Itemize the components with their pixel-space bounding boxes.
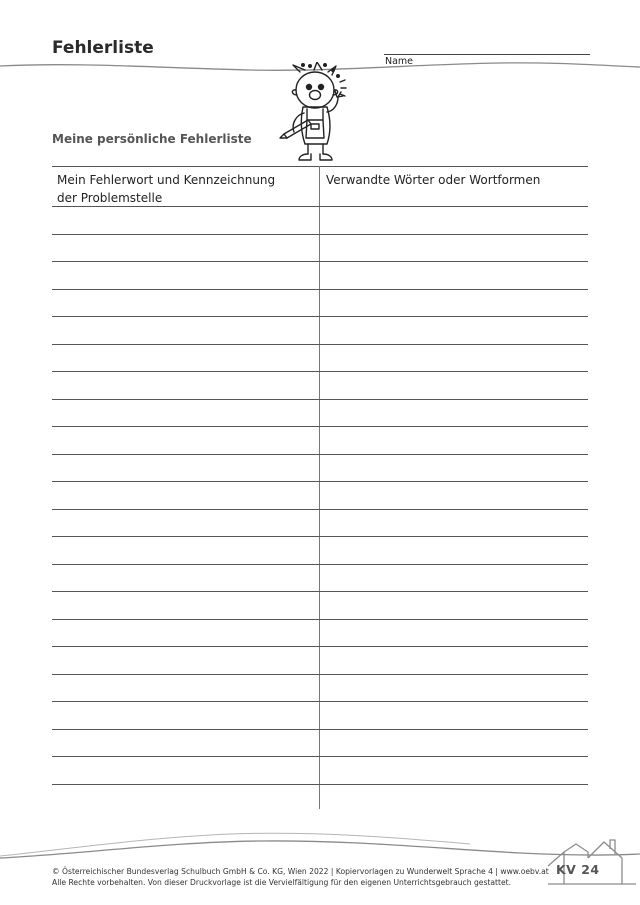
copyright-footer — [52, 867, 549, 888]
table-row[interactable] — [52, 426, 588, 427]
section-subtitle: Meine persönliche Fehlerliste — [52, 132, 252, 146]
table-row[interactable] — [52, 289, 588, 290]
table-row[interactable] — [52, 756, 588, 757]
name-label: Name — [385, 56, 414, 67]
table-row[interactable] — [52, 646, 588, 647]
footer-line: Alle Rechte vorbehalten. Von dieser Druckvorlage ist die Vervielfältigung für den eigenen Unterrichtsgebrauch gestattet. — [52, 877, 512, 887]
table-row[interactable] — [52, 454, 588, 455]
column-header-error-word — [57, 171, 307, 207]
table-row[interactable] — [52, 564, 588, 565]
column-header-line: der Problemstelle — [57, 191, 163, 205]
kv-badge: KV 24 — [556, 862, 600, 877]
footer-line: © Österreichischer Bundesverlag Schulbuch GmbH & Co. KG, Wien 2022 | Kopiervorlagen zu Wunderwelt Sprache 4 | www.oebv.at — [52, 867, 549, 876]
table-row[interactable] — [52, 619, 588, 620]
column-header-line: Mein Fehlerwort und Kennzeichnung — [57, 173, 276, 187]
table-row[interactable] — [52, 371, 588, 372]
table-row[interactable] — [52, 674, 588, 675]
table-row[interactable] — [52, 399, 588, 400]
column-header-line: Verwandte Wörter oder Wortformen — [326, 173, 541, 187]
error-list-table — [52, 166, 588, 809]
column-header-related-words — [326, 171, 586, 189]
column-divider — [319, 166, 320, 809]
table-row[interactable] — [52, 536, 588, 537]
table-row[interactable] — [52, 316, 588, 317]
mascot-illustration-icon — [278, 62, 358, 164]
table-top-rule — [52, 166, 588, 167]
table-row[interactable] — [52, 784, 588, 785]
name-line[interactable] — [384, 54, 590, 55]
table-row[interactable] — [52, 591, 588, 592]
table-row[interactable] — [52, 261, 588, 262]
table-row[interactable] — [52, 206, 588, 207]
table-row[interactable] — [52, 344, 588, 345]
page-title: Fehlerliste — [52, 38, 154, 58]
table-row[interactable] — [52, 729, 588, 730]
table-row[interactable] — [52, 509, 588, 510]
table-row[interactable] — [52, 481, 588, 482]
footer-wave-divider — [0, 820, 640, 860]
table-row[interactable] — [52, 701, 588, 702]
house-outline-icon — [546, 836, 640, 886]
table-row[interactable] — [52, 234, 588, 235]
